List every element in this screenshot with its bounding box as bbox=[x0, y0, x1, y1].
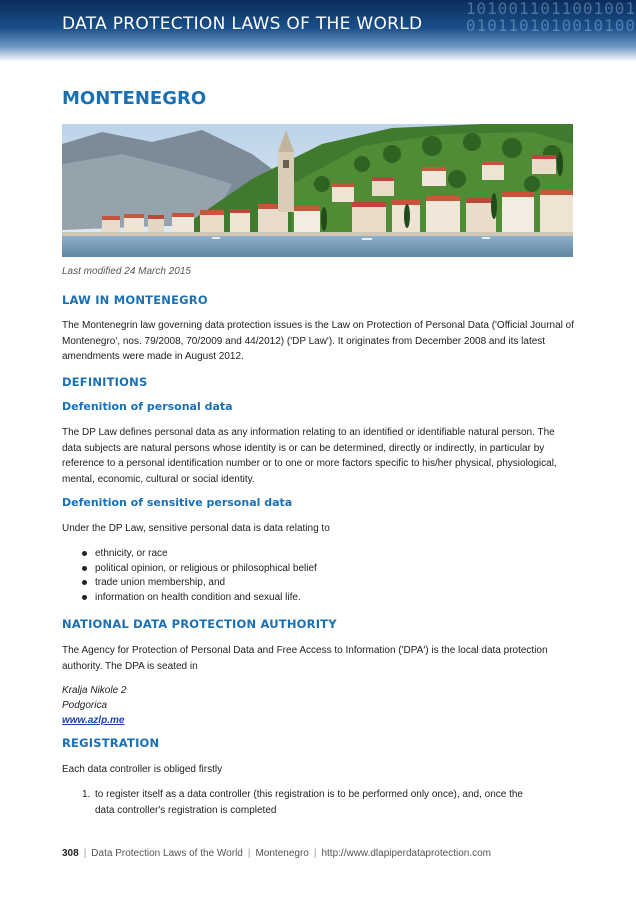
subheading-sensitive-data: Defenition of sensitive personal data bbox=[62, 496, 293, 509]
bullet-icon bbox=[82, 566, 87, 571]
list-item: political opinion, or religious or philosophical belief bbox=[62, 562, 574, 577]
address-street: Kralja Nikole 2 bbox=[62, 685, 127, 696]
list-item: information on health condition and sexual life. bbox=[62, 591, 574, 606]
binary-pattern: 1010011011001001 0101101010010100 bbox=[465, 0, 636, 35]
address-city: Podgorica bbox=[62, 700, 108, 711]
law-paragraph: The Montenegrin law governing data protection issues is the Law on Protection of Personal Data ('Official Journal of Montenegro', nos. 79/2008, 70/2009 and 44/2012) ('DP Law'). It originates from December 2008 and its latest amendments were made in August 2012. bbox=[62, 320, 575, 362]
header-banner bbox=[0, 0, 636, 62]
list-item-number: 1. bbox=[82, 789, 91, 800]
section-heading-registration: REGISTRATION bbox=[62, 736, 160, 750]
list-item: to register itself as a data controller (this registration is to be performed only once), and, once the data controller's registration is completed bbox=[95, 789, 523, 816]
sensitive-data-intro: Under the DP Law, sensitive personal data is data relating to bbox=[62, 523, 330, 534]
section-heading-definitions: DEFINITIONS bbox=[62, 375, 148, 389]
footer-separator: | bbox=[247, 848, 251, 859]
footer-country: Montenegro bbox=[255, 848, 309, 859]
sensitive-data-list bbox=[62, 547, 574, 605]
footer-separator: | bbox=[313, 848, 317, 859]
authority-paragraph: The Agency for Protection of Personal Data and Free Access to Information ('DPA') is the local data protection authority. The DPA is seated in bbox=[62, 645, 548, 672]
personal-data-paragraph: The DP Law defines personal data as any information relating to an identified or identifiable natural person. The data subjects are natural persons whose identity is or can be determined, directly or indirectly, in particular by reference to a personal identification number or to one or more factors specific to his/her physical, physiological, mental, economic, cultural or social identity. bbox=[62, 427, 557, 485]
section-heading-law: LAW IN MONTENEGRO bbox=[62, 293, 208, 307]
registration-paragraph: Each data controller is obliged firstly bbox=[62, 764, 223, 775]
coastal-town-photo bbox=[62, 124, 573, 257]
section-heading-authority: NATIONAL DATA PROTECTION AUTHORITY bbox=[62, 617, 337, 631]
page-title: MONTENEGRO bbox=[62, 88, 207, 109]
footer-separator: | bbox=[83, 848, 87, 859]
bullet-icon bbox=[82, 551, 87, 556]
footer-doc-title: Data Protection Laws of the World bbox=[91, 848, 243, 859]
last-modified-date: Last modified 24 March 2015 bbox=[62, 266, 191, 277]
banner-title: DATA PROTECTION LAWS OF THE WORLD bbox=[62, 14, 423, 34]
page-number: 308 bbox=[62, 848, 79, 859]
subheading-personal-data: Defenition of personal data bbox=[62, 400, 233, 413]
authority-website-link[interactable]: www.azlp.me bbox=[62, 715, 125, 726]
authority-address bbox=[62, 683, 126, 728]
page-footer bbox=[62, 848, 491, 859]
list-item: trade union membership, and bbox=[62, 576, 574, 591]
bullet-icon bbox=[82, 580, 87, 585]
footer-url[interactable]: http://www.dlapiperdataprotection.com bbox=[321, 848, 491, 859]
list-item: ethnicity, or race bbox=[62, 547, 574, 562]
bullet-icon bbox=[82, 595, 87, 600]
